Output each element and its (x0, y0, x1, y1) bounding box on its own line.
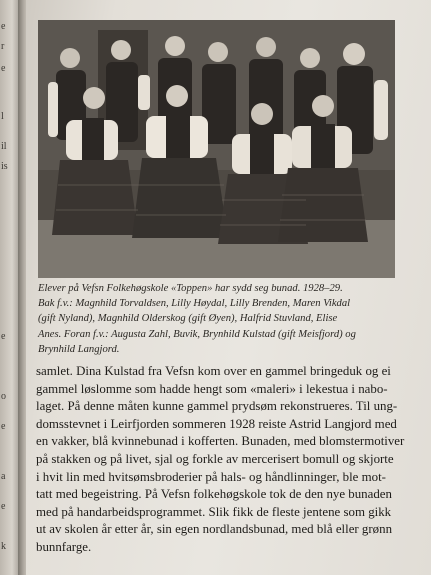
body-text-line: laget. På denne måten kunne gammel prydsøm rekonstrueres. Til ung- (36, 399, 398, 414)
left-page-fragment: e (1, 501, 6, 512)
left-page-edge (0, 0, 20, 575)
body-text (36, 363, 424, 557)
body-text-line: bunnfarge. (36, 539, 92, 554)
caption-line: Brynhild Langjord. (38, 343, 120, 355)
left-page-fragment: k (1, 541, 6, 552)
group-photo (38, 20, 395, 278)
caption-line: Elever på Vefsn Folkehøgskole «Toppen» har sydd seg bunad. 1928–29. (38, 283, 343, 294)
caption-line: Bak f.v.: Magnhild Torvaldsen, Lilly Høydal, Lilly Brenden, Maren Vikdal (38, 298, 351, 310)
caption-line: Anes. Foran f.v.: Augusta Zahl, Buvik, Brynhild Kulstad (gift Meisfjord) og (38, 328, 356, 340)
body-text-line: gammel løslomme som hadde hengt som «maleri» i lekestua i nabo- (36, 381, 388, 396)
caption-line: (gift Nyland), Magnhild Olderskog (gift Øyen), Halfrid Stuvland, Elise (38, 313, 338, 325)
left-page-fragment: a (1, 471, 6, 482)
body-text-line: i hvit lin med hvitsømsbroderier på hals- og håndlinninger, ble mot- (36, 469, 386, 484)
left-page-fragment: r (1, 41, 5, 52)
left-page-fragment: o (1, 391, 6, 402)
body-text-line: domsstevnet i Leirfjorden sommeren 1928 reiste Astrid Langjord med (36, 416, 397, 431)
group-photo-drawing (38, 20, 395, 278)
body-text-line: samlet. Dina Kulstad fra Vefsn kom over en gammel bringeduk og ei (36, 364, 391, 378)
body-text-line: tatt med begeistring. På Vefsn folkehøgskole tok de den nye bunaden (36, 487, 392, 502)
body-text-line: ut av skolen år etter år, sin egen nordlandsbunad, med blå eller grønn (36, 522, 393, 537)
left-page-fragment: e (1, 331, 6, 342)
left-page-fragment: l (1, 111, 4, 122)
left-page-fragment: e (1, 21, 6, 32)
left-page-fragment: e (1, 421, 6, 432)
body-text-line: med på handarbeidsprogrammet. Slik fikk de fleste jentene som gikk (36, 504, 392, 519)
left-page-fragment: is (1, 161, 8, 172)
body-text-line: en vakker, blå kvinnebunad i kofferten. Bunaden, med blomstermotiver (36, 434, 405, 449)
left-page-fragment: e (1, 63, 6, 74)
photo-caption (38, 281, 398, 357)
left-page-fragment: il (1, 141, 7, 152)
body-text-line: på stakken og på livet, sjal og forkle av mercerisert bomull og skjorte (36, 451, 394, 466)
